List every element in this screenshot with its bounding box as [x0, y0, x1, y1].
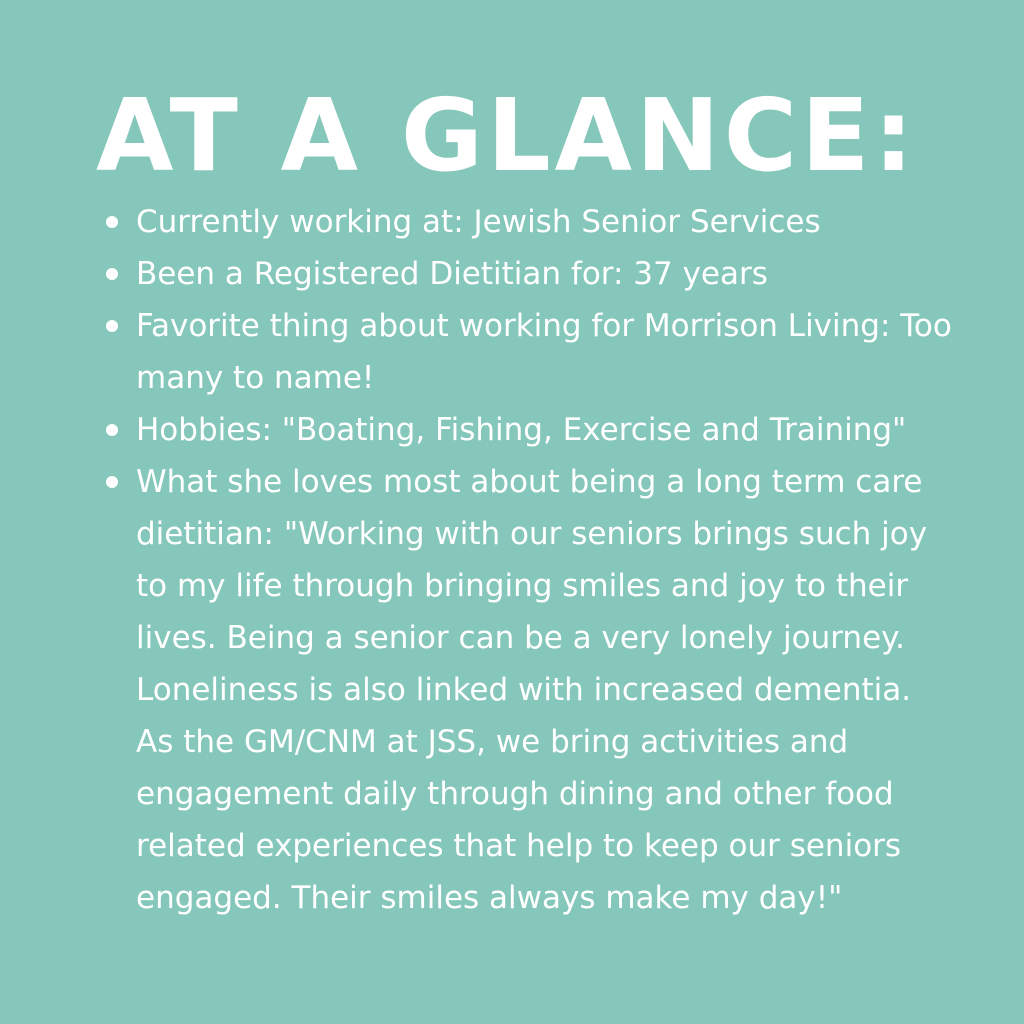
bullet-text: Currently working at: Jewish Senior Services — [136, 204, 821, 240]
bullet-text: What she loves most about being a long term care dietitian: "Working with our seniors brings such joy to my life through bringing smiles and joy to their lives. Being a senior can be a very lonely journey. Loneliness is also linked with increased dementia. As the GM/CNM at JSS, we bring activities and engagement daily through dining and other food related experiences that help to keep our seniors engaged. Their smiles always make my day!" — [136, 464, 928, 916]
bullet-hobbies — [104, 404, 954, 456]
bullet-dot-icon — [106, 476, 118, 488]
bullet-dot-icon — [106, 216, 118, 228]
bullet-current-workplace — [104, 196, 954, 248]
bullet-list — [104, 196, 954, 924]
bullet-favorite-thing — [104, 300, 954, 404]
bullet-text: Favorite thing about working for Morrison Living: Too many to name! — [136, 308, 952, 396]
page-title: AT A GLANCE: — [96, 77, 918, 194]
bullet-loves-most — [104, 456, 954, 924]
bullet-dot-icon — [106, 268, 118, 280]
bullet-text: Been a Registered Dietitian for: 37 years — [136, 256, 768, 292]
bullet-dot-icon — [106, 424, 118, 436]
bullet-dot-icon — [106, 320, 118, 332]
bullet-years-dietitian — [104, 248, 954, 300]
bullet-text: Hobbies: "Boating, Fishing, Exercise and Training" — [136, 412, 907, 448]
